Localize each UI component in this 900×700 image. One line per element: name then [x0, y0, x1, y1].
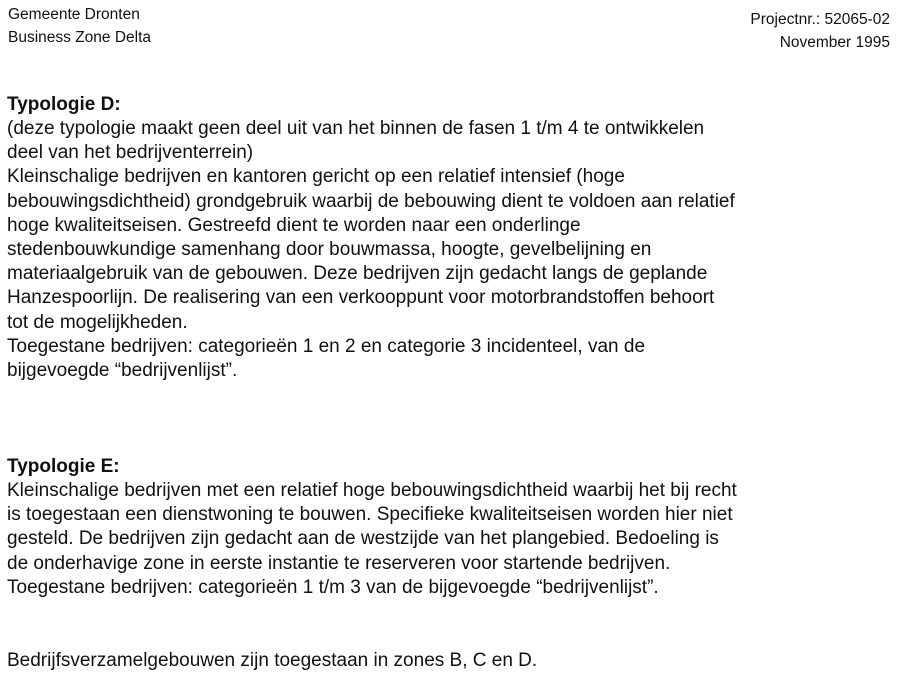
- paragraph-line: Hanzespoorlijn. De realisering van een verkooppunt voor motorbrandstoffen behoort: [7, 287, 715, 309]
- paragraph-line: Toegestane bedrijven: categorieën 1 t/m 3 van de bijgevoegde “bedrijvenlijst”.: [7, 576, 659, 598]
- paragraph-line: Kleinschalige bedrijven en kantoren gericht op een relatief intensief (hoge: [7, 166, 625, 188]
- document-date: November 1995: [779, 34, 890, 51]
- header-left: [8, 3, 151, 49]
- header-right: [750, 8, 890, 54]
- closing-note: Bedrijfsverzamelgebouwen zijn toegestaan in zones B, C en D.: [7, 650, 538, 671]
- paragraph-line: bebouwingsdichtheid) grondgebruik waarbij de bebouwing dient te voldoen aan relatief: [7, 190, 735, 212]
- paragraph-line: bijgevoegde “bedrijvenlijst”.: [7, 360, 238, 382]
- section-title: Typologie D:: [7, 94, 121, 115]
- paragraph-line: (deze typologie maakt geen deel uit van het binnen de fasen 1 t/m 4 te ontwikkelen: [7, 118, 705, 139]
- paragraph-line: hoge kwaliteitseisen. Gestreefd dient te worden naar een onderlinge: [7, 214, 581, 236]
- paragraph-line: Kleinschalige bedrijven met een relatief hoge bebouwingsdichtheid waarbij het bij recht: [7, 480, 737, 501]
- section-title: Typologie E:: [7, 456, 120, 477]
- paragraph-line: tot de mogelijkheden.: [7, 311, 188, 333]
- paragraph-line: is toegestaan een dienstwoning te bouwen. Specifieke kwaliteitseisen worden hier niet: [7, 504, 733, 526]
- paragraph-line: deel van het bedrijventerrein): [7, 142, 254, 164]
- paragraph-line: materiaalgebruik van de gebouwen. Deze bedrijven zijn gedacht langs de geplande: [7, 263, 708, 285]
- paragraph-line: de onderhavige zone in eerste instantie te reserveren voor startende bedrijven.: [7, 552, 671, 574]
- paragraph-line: Toegestane bedrijven: categorieën 1 en 2 en categorie 3 incidenteel, van de: [7, 335, 646, 357]
- paragraph-line: gesteld. De bedrijven zijn gedacht aan de westzijde van het plangebied. Bedoeling is: [7, 528, 719, 550]
- section-typologie-e: [7, 455, 900, 600]
- section-typologie-d: [7, 93, 900, 383]
- project-name: Business Zone Delta: [8, 29, 152, 46]
- paragraph-line: stedenbouwkundige samenhang door bouwmassa, hoogte, gevelbelijning en: [7, 239, 652, 261]
- municipality-name: Gemeente Dronten: [8, 6, 140, 23]
- project-number: Projectnr.: 52065-02: [750, 11, 890, 28]
